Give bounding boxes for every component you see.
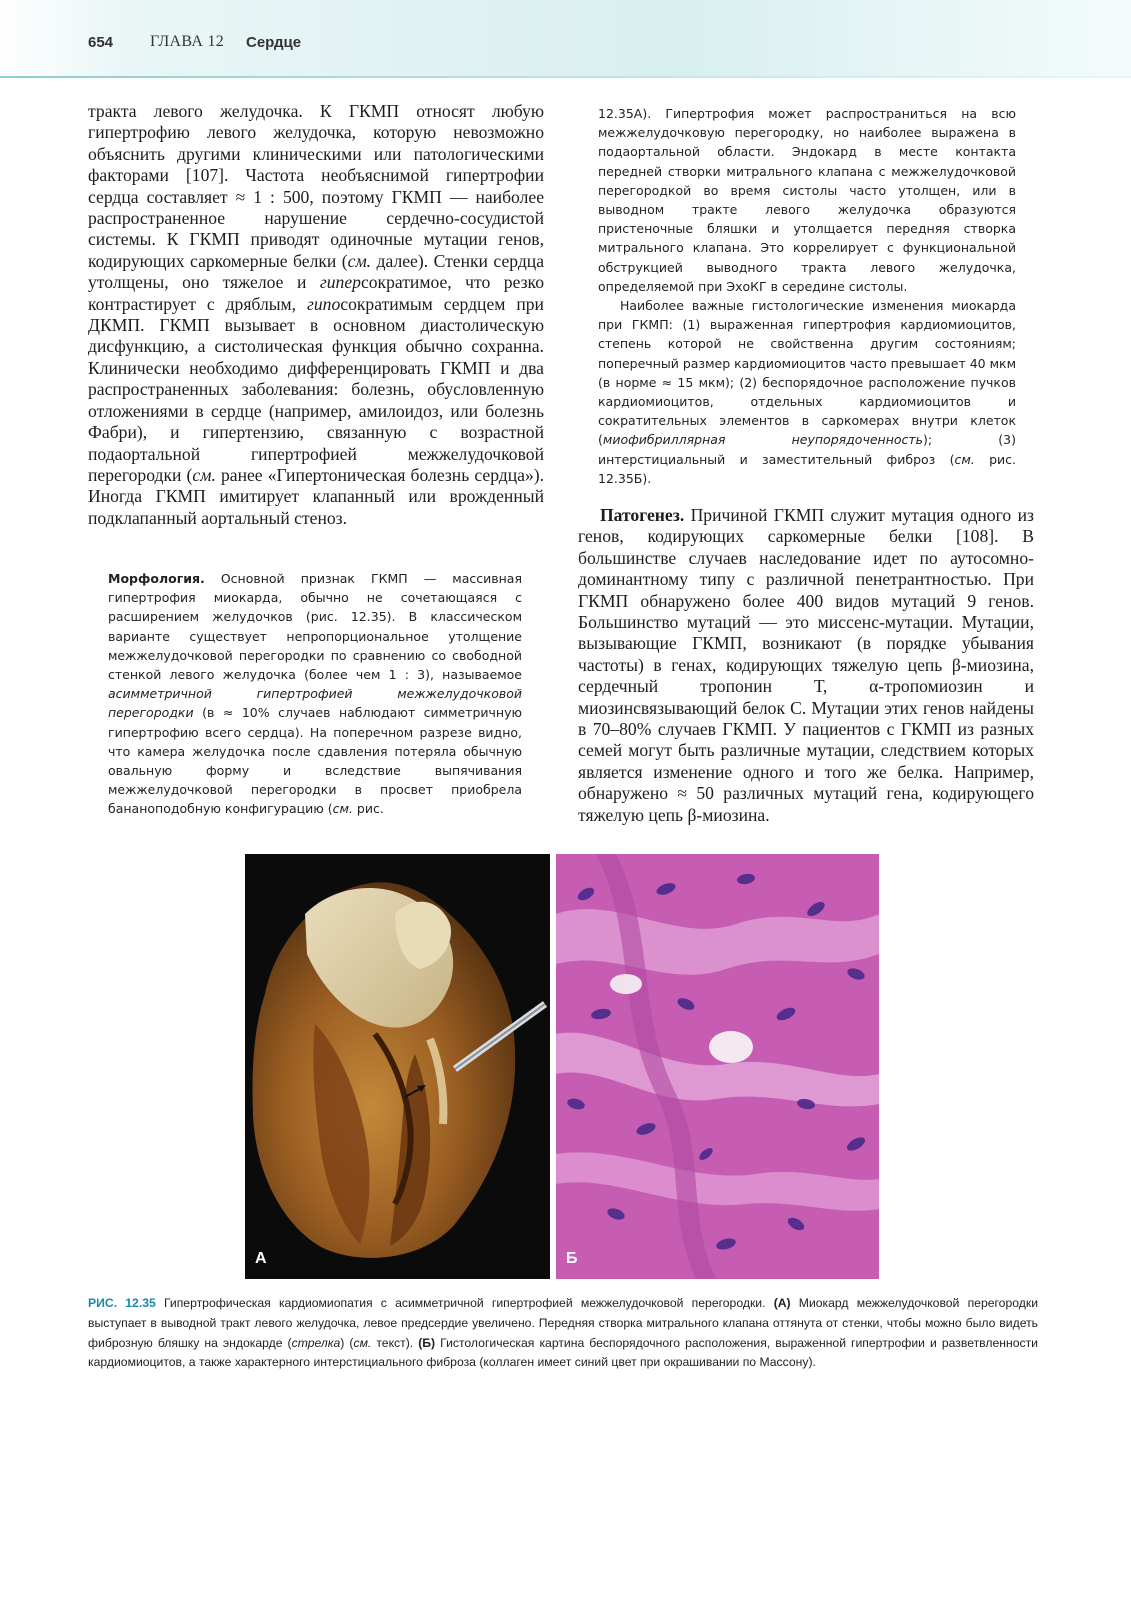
morphology-heading: Морфология. (108, 571, 205, 586)
pathogenesis-heading: Патогенез. (600, 505, 685, 525)
pathogenesis-section (578, 505, 1034, 826)
histology-image (556, 854, 879, 1279)
chapter-title: Сердце (246, 34, 302, 51)
chapter-label: ГЛАВА 12 (150, 33, 225, 50)
paragraph: Наиболее важные гистологические изменения миокарда при ГКМП: (1) выраженная гипертрофия кардиомиоцитов, степень которой не свойственна другим состояниям; поперечный размер кардиомиоцитов часто превышает 40 мкм (в норме ≈ 15 мкм); (2) беспорядочное расположение пучков кардиомиоцитов, отдельных кардиомиоцитов и сократительных элементов в саркомерах внутри клеток (миофибриллярная неупорядоченность); (3) интерстициальный и заместительный фиброз (см. рис. 12.35Б). (598, 298, 1016, 486)
header-rule (0, 76, 1131, 78)
page-number: 654 (88, 34, 114, 51)
figure-number: РИС. 12.35 (88, 1296, 156, 1310)
morphology-section (108, 569, 522, 819)
figure-panel-a (245, 854, 550, 1279)
left-column-text (88, 101, 544, 529)
paragraph: Патогенез. Причиной ГКМП служит мутация одного из генов, кодирующих саркомерные белки [108]. В большинстве случаев наследование идет по аутосомно-доминантному типу с различной пенетрантностью. При ГКМП обнаружено более 400 видов мутаций 9 генов. Большинство мутаций — это миссенс-мутации. Мутации, вызывающие ГКМП, возникают (в порядке убывания частоты) в генах, кодирующих тяжелую цепь β-миозина, сердечный тропонин Т, α-тропомиозин и миозинсвязывающий белок С. Мутации этих генов найдены в 70–80% случаев ГКМП. У пациентов с ГКМП из разных семей могут быть различные мутации, следствием которых является изменение одного и того же белка. Например, обнаружено ≈ 50 различных мутаций гена, кодирующего тяжелую цепь β-миозина. (578, 505, 1034, 825)
figure-panel-b (556, 854, 879, 1279)
paragraph: тракта левого желудочка. К ГКМП относят любую гипертрофию левого желудочка, которую невозможно объяснить другими клиническими или патологическими факторами [107]. Частота необъяснимой гипертрофии сердца составляет ≈ 1 : 500, поэтому ГКМП — наиболее распространенное нарушение сердечно-сосудистой системы. К ГКМП приводят одиночные мутации генов, кодирующих саркомерные белки (см. далее). Стенки сердца утолщены, оно тяжелое и гиперсократимое, что резко контрастирует с дряблым, гипосократимым сердцем при ДКМП. ГКМП вызывает в основном диастолическую дисфункцию, а систолическая функция обычно сохранна. Клинически необходимо дифференцировать ГКМП и два распространенных заболевания: болезнь, обусловленную отложениями в сердце (например, амилоидоз, или болезнь Фабри), и гипертензию, связанную с возрастной подаортальной гипертрофией межжелудочковой перегородки (см. ранее «Гипертоническая болезнь сердца»). Иногда ГКМП имитирует клапанный или врожденный подклапанный аортальный стеноз. (88, 101, 544, 528)
morphology-continued (598, 104, 1016, 488)
panel-label-b: Б (566, 1250, 578, 1267)
paragraph: Морфология. Основной признак ГКМП — массивная гипертрофия миокарда, обычно не сочетающаяся с расширением желудочков (рис. 12.35). В классическом варианте существует непропорциональное утолщение межжелудочковой перегородки по сравнению со свободной стенкой левого желудочка (более чем 1 : 3), называемое асимметричной гипертрофией межжелудочковой перегородки (в ≈ 10% случаев наблюдают симметричную гипертрофию всего сердца). На поперечном разрезе видно, что камера желудочка после сдавления потеряла обычную овальную форму и вследствие выпячивания межжелудочковой перегородки в просвет приобрела бананоподобную конфигурацию (см. рис. (108, 571, 522, 817)
panel-label-a: А (255, 1250, 267, 1267)
heart-specimen-image (245, 854, 550, 1279)
paragraph: 12.35А). Гипертрофия может распространиться на всю межжелудочковую перегородку, но наиболее выражена в подаортальной области. Эндокард в месте контакта передней створки митрального клапана с межжелудочковой перегородкой во время систолы часто утолщен, или в выводном тракте левого желудочка образуются пристеночные бляшки и утолщается передняя створка митрального клапана. Это коррелирует с функциональной обструкцией выводного тракта левого желудочка, определяемой при ЭхоКГ в середине систолы. (598, 106, 1016, 294)
figure-caption: РИС. 12.35 Гипертрофическая кардиомиопатия с асимметричной гипертрофией межжелудочковой перегородки. (А) Миокард межжелудочковой перегородки выступает в выводной тракт левого желудочка, левое предсердие увеличено. Передняя створка митрального клапана оттянута от стенки, чтобы можно было видеть фиброзную бляшку на эндокарде (стрелка) (см. текст). (Б) Гистологическая картина беспорядочного расположения, выраженной гипертрофии и разветвленности кардиомиоцитов, а также характерного интерстициального фиброза (коллаген имеет синий цвет при окрашивании по Массону). (88, 1296, 1038, 1370)
